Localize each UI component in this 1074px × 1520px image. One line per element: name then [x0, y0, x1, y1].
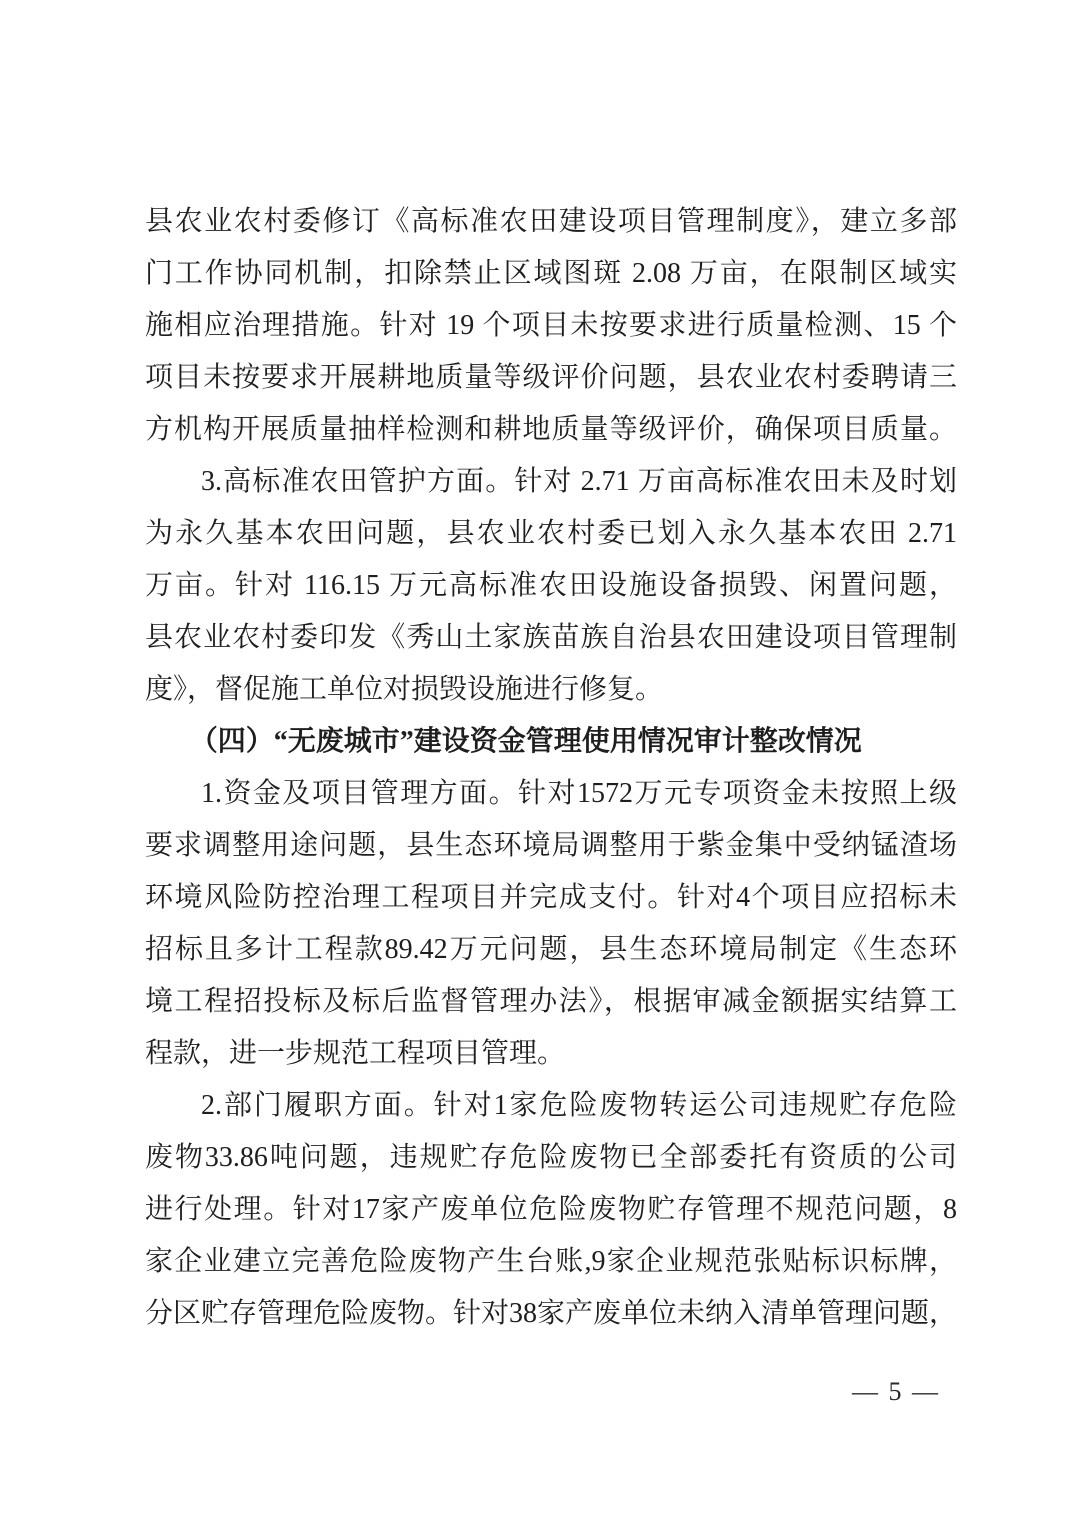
text-line: 分区贮存管理危险废物。针对38家产废单位未纳入清单管理问题， — [145, 1298, 957, 1329]
section-heading: （四）“无废城市”建设资金管理使用情况审计整改情况 — [189, 726, 862, 757]
text-line: 境工程招投标及标后监督管理办法》，根据审减金额据实结算工 — [145, 986, 957, 1017]
text-line: 为永久基本农田问题，县农业农村委已划入永久基本农田 2.71 — [145, 518, 957, 549]
document-body — [145, 196, 957, 1340]
text-line: 2.部门履职方面。针对1家危险废物转运公司违规贮存危险 — [201, 1090, 957, 1121]
text-line: 家企业建立完善危险废物产生台账,9家企业规范张贴标识标牌， — [145, 1246, 957, 1277]
text-line: 要求调整用途问题，县生态环境局调整用于紫金集中受纳锰渣场 — [145, 830, 957, 861]
text-line: 度》，督促施工单位对损毁设施进行修复。 — [145, 674, 664, 705]
text-line: 方机构开展质量抽样检测和耕地质量等级评价，确保项目质量。 — [145, 414, 957, 445]
text-line: 废物33.86吨问题，违规贮存危险废物已全部委托有资质的公司 — [145, 1142, 957, 1173]
text-line: 万亩。针对 116.15 万元高标准农田设施设备损毁、闲置问题， — [145, 570, 957, 601]
text-line: 门工作协同机制，扣除禁止区域图斑 2.08 万亩，在限制区域实 — [145, 258, 957, 289]
text-line: 县农业农村委印发《秀山土家族苗族自治县农田建设项目管理制 — [145, 622, 957, 653]
text-line: 项目未按要求开展耕地质量等级评价问题，县农业农村委聘请三 — [145, 362, 957, 393]
page-number: — 5 — — [852, 1377, 940, 1406]
text-line: 招标且多计工程款89.42万元问题，县生态环境局制定《生态环 — [145, 934, 957, 965]
text-line: 1.资金及项目管理方面。针对1572万元专项资金未按照上级 — [201, 778, 957, 809]
text-line: 县农业农村委修订《高标准农田建设项目管理制度》，建立多部 — [145, 206, 957, 237]
text-line: 环境风险防控治理工程项目并完成支付。针对4个项目应招标未 — [145, 882, 957, 913]
text-line: 3.高标准农田管护方面。针对 2.71 万亩高标准农田未及时划 — [201, 466, 957, 497]
text-line: 施相应治理措施。针对 19 个项目未按要求进行质量检测、15 个 — [145, 310, 957, 341]
text-line: 程款，进一步规范工程项目管理。 — [145, 1038, 566, 1069]
text-line: 进行处理。针对17家产废单位危险废物贮存管理不规范问题，8 — [145, 1194, 957, 1225]
